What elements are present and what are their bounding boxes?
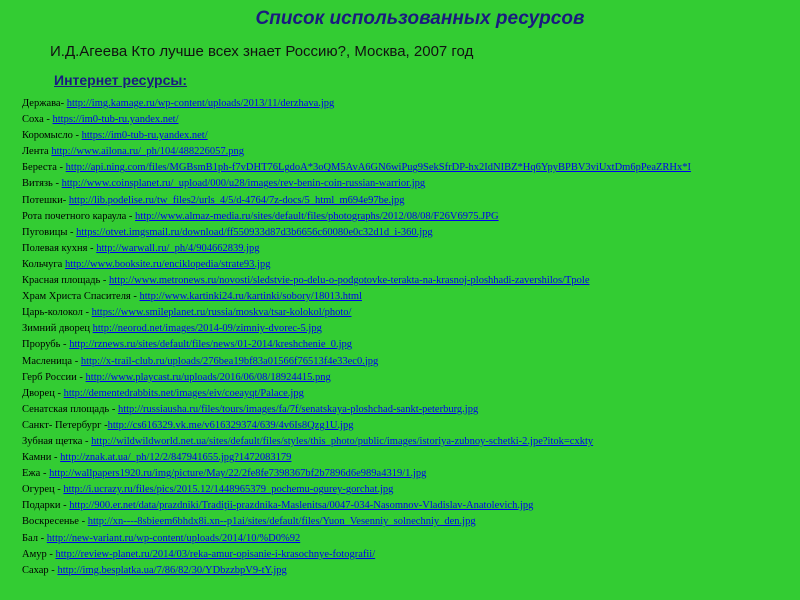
resource-link[interactable]: http://new-variant.ru/wp-content/uploads/2014/10/%D0%92: [46, 532, 301, 544]
resource-label: Береста -: [22, 162, 66, 174]
resource-label: Амур -: [22, 548, 56, 560]
resource-list: [22, 96, 797, 579]
resource-item: [22, 370, 797, 386]
resource-item: [22, 514, 797, 530]
resource-label: Пуговицы -: [22, 226, 77, 238]
resource-link[interactable]: https://im0-tub-ru.yandex.net/: [52, 114, 179, 126]
resource-link[interactable]: http://cs616329.vk.me/v616329374/639/4v6Is8Qzg1U.jpg: [107, 419, 354, 431]
resource-item: [22, 434, 797, 450]
resource-item: [22, 337, 797, 353]
resource-label: Камни -: [22, 452, 61, 464]
resource-item: [22, 547, 797, 563]
resource-link[interactable]: http://www.playcast.ru/uploads/2016/06/08/18924415.png: [85, 371, 331, 383]
resource-label: Зубная щетка -: [22, 435, 92, 447]
resource-label: Лента: [22, 146, 52, 158]
resource-label: Зимний дворец: [22, 323, 93, 335]
resource-label: Герб России -: [22, 371, 86, 383]
resource-link[interactable]: http://www.almaz-media.ru/sites/default/files/photographs/2012/08/08/F26V6975.JPG: [135, 210, 499, 222]
resource-item: [22, 241, 797, 257]
resource-item: [22, 450, 797, 466]
resource-item: [22, 498, 797, 514]
book-reference: И.Д.Агеева Кто лучше всех знает Россию?, Москва, 2007 год: [50, 43, 474, 60]
resource-item: [22, 128, 797, 144]
resource-label: Бал -: [22, 532, 47, 544]
resource-link[interactable]: http://xn----8sbieem6bhdx8i.xn--p1ai/sites/default/files/Yuon_Vesenniy_solnechniy_den.jpg: [87, 516, 476, 528]
resource-link[interactable]: http://dementedrabbits.net/images/eiv/coeayqt/Palace.jpg: [63, 387, 304, 399]
resource-label: Держава-: [22, 98, 67, 109]
resource-link[interactable]: http://www.coinsplanet.ru/_upload/000/u28/images/rev-benin-coin-russian-warrior.jpg: [61, 178, 426, 190]
resource-link[interactable]: http://api.ning.com/files/MGBsmB1ph-f7vDHT76LgdoA*3oQM5AvA6GN6wiPug9SekSfrDP-hx2IdNIBZ*Hq6YpyBPBV3viUxtDm6pPeaZRHx*I: [65, 162, 691, 174]
resource-item: [22, 193, 797, 209]
resource-link[interactable]: http://wildwildworld.net.ua/sites/default/files/styles/this_photo/public/images/istoriya-zubnoy-schetki-2.jpe?itok=cxkty: [91, 435, 594, 447]
resource-link[interactable]: http://rznews.ru/sites/default/files/news/01-2014/kreshchenie_0.jpg: [69, 339, 353, 351]
resource-link[interactable]: http://x-trail-club.ru/uploads/276bea19bf83a01566f76513f4e33ec0.jpg: [80, 355, 379, 367]
resource-item: [22, 466, 797, 482]
resource-link[interactable]: https://otvet.imgsmail.ru/download/ff550933d87d3b6656c60080e0c32d1d_i-360.jpg: [76, 226, 433, 238]
resource-label: Красная площадь -: [22, 275, 110, 287]
resource-link[interactable]: http://russiausha.ru/files/tours/images/fa/7f/senatskaya-ploshchad-sankt-peterburg.jpg: [117, 403, 479, 415]
resource-item: [22, 209, 797, 225]
resource-link[interactable]: http://i.ucrazy.ru/files/pics/2015.12/1448965379_pochemu-ogurey-gorchat.jpg: [63, 484, 394, 496]
resource-label: Воскресенье -: [22, 516, 88, 528]
resource-link[interactable]: http://www.metronews.ru/novosti/sledstvie-po-delu-o-podgotovke-terakta-na-krasnoj-ploshhadi-zavershilos/Tpole: [109, 275, 590, 287]
internet-resources-heading: Интернет ресурсы:: [54, 72, 188, 88]
resource-item: [22, 563, 797, 579]
resource-link[interactable]: http://www.booksite.ru/enciklopedia/strate93.jpg: [64, 258, 271, 270]
resource-label: Рота почетного караула -: [22, 210, 136, 222]
resource-item: [22, 160, 797, 176]
resource-link[interactable]: http://www.kartinki24.ru/kartinki/sobory/18013.html: [139, 291, 362, 303]
resource-link[interactable]: http://lib.podelise.ru/tw_files2/urls_4/5/d-4764/7z-docs/5_html_m694e97be.jpg: [68, 194, 405, 206]
resource-link[interactable]: https://im0-tub-ru.yandex.net/: [81, 130, 208, 142]
resource-label: Прорубь -: [22, 339, 70, 351]
resource-link[interactable]: http://warwall.ru/_ph/4/904662839.jpg: [96, 242, 260, 254]
resource-label: Подарки -: [22, 500, 70, 512]
resource-item: [22, 225, 797, 241]
resource-label: Сахар -: [22, 564, 58, 576]
resource-link[interactable]: http://review-planet.ru/2014/03/reka-amur-opisanie-i-krasochnye-fotografii/: [55, 548, 376, 560]
resource-item: [22, 354, 797, 370]
resource-item: [22, 176, 797, 192]
resource-label: Соха -: [22, 114, 53, 126]
resource-link[interactable]: http://img.besplatka.ua/7/86/82/30/YDbzzbpV9-tY.jpg: [57, 564, 287, 576]
resource-link[interactable]: http://wallpapers1920.ru/img/picture/May/22/2fe8fe7398367bf2b7896d6e989a4319/1.jpg: [49, 468, 427, 480]
resource-label: Царь-колокол -: [22, 307, 92, 319]
resource-link[interactable]: http://img.kamage.ru/wp-content/uploads/2013/11/derzhava.jpg: [66, 98, 335, 109]
resource-label: Огурец -: [22, 484, 64, 496]
resource-label: Витязь -: [22, 178, 62, 190]
resource-label: Масленица -: [22, 355, 81, 367]
resource-item: [22, 112, 797, 128]
resource-link[interactable]: http://znak.at.ua/_ph/12/2/847941655.jpg?1472083179: [60, 452, 292, 464]
resource-item: [22, 531, 797, 547]
resource-item: [22, 273, 797, 289]
slide-title: Список использованных ресурсов: [255, 8, 585, 29]
resource-label: Санкт- Петербург -: [22, 419, 108, 431]
resource-item: [22, 321, 797, 337]
resource-item: [22, 96, 797, 112]
resource-link[interactable]: http://neorod.net/images/2014-09/zimniy-dvorec-5.jpg: [92, 323, 322, 335]
resource-label: Кольчуга: [22, 258, 65, 270]
resource-label: Полевая кухня -: [22, 242, 97, 254]
resource-label: Храм Христа Спасителя -: [22, 291, 140, 303]
resource-label: Сенатская площадь -: [22, 403, 118, 415]
resource-link[interactable]: http://www.ailona.ru/_ph/104/488226057.png: [51, 146, 245, 158]
resource-item: [22, 257, 797, 273]
resource-label: Дворец -: [22, 387, 64, 399]
resource-link[interactable]: https://www.smileplanet.ru/russia/moskva/tsar-kolokol/photo/: [91, 307, 352, 319]
resource-label: Коромысло -: [22, 130, 82, 142]
resource-item: [22, 418, 797, 434]
resource-label: Ежа -: [22, 468, 50, 480]
resource-item: [22, 386, 797, 402]
resource-label: Потешки-: [22, 194, 69, 206]
resource-item: [22, 482, 797, 498]
resource-item: [22, 305, 797, 321]
resource-item: [22, 402, 797, 418]
resource-item: [22, 289, 797, 305]
resource-link[interactable]: http://900.er.net/data/prazdniki/Tradiţii-prazdnika-Maslenitsa/0047-034-Nasomnov-Vladislav-Anatolevich.jpg: [69, 500, 534, 512]
resource-item: [22, 144, 797, 160]
